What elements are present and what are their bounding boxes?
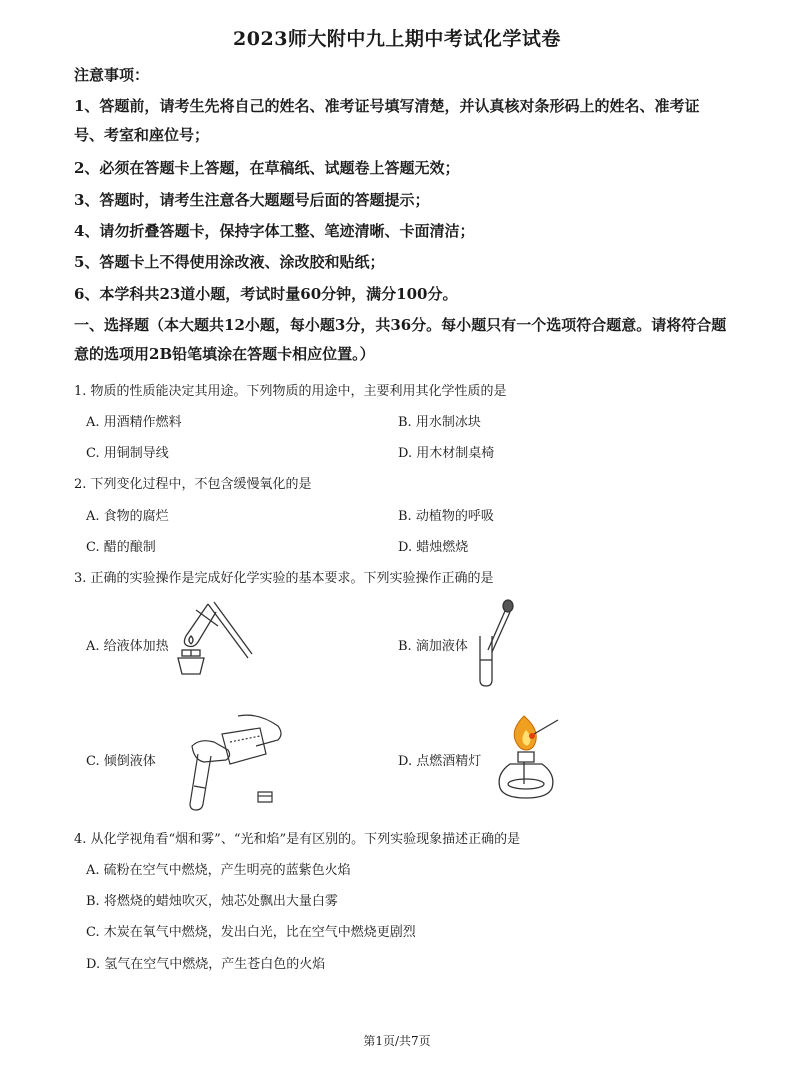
option-d: D. 氢气在空气中燃烧，产生苍白色的火焰 [86, 957, 326, 972]
option-c: C. 醋的酿制 [86, 540, 156, 555]
option-a: A. 硫粉在空气中燃烧，产生明亮的蓝紫色火焰 [86, 863, 351, 878]
option-d: D. 用木材制桌椅 [398, 446, 495, 461]
option-c: C. 倾倒液体 [86, 754, 156, 769]
question-stem: 4. 从化学视角看“烟和雾”、“光和焰”是有区别的。下列实验现象描述正确的是 [74, 832, 521, 847]
option-b: B. 动植物的呼吸 [398, 509, 494, 524]
option-a: A. 给液体加热 [86, 639, 169, 654]
alcohol-lamp-figure [488, 712, 568, 804]
option-b: B. 滴加液体 [398, 639, 468, 654]
option-a: A. 用酒精作燃料 [86, 415, 182, 430]
section-heading: 一、选择题（本大题共12小题，每小题3分，共36分。每小题只有一个选项符合题意。请将符合题意的选项用2B铅笔填涂在答题卡相应位置。） [74, 316, 727, 363]
option-c: C. 木炭在氧气中燃烧，发出白光，比在空气中燃烧更剧烈 [86, 925, 416, 940]
option-d: D. 点燃酒精灯 [398, 754, 482, 769]
option-c: C. 用铜制导线 [86, 446, 169, 461]
question-stem: 1. 物质的性质能决定其用途。下列物质的用途中，主要利用其化学性质的是 [74, 384, 507, 399]
question-stem: 2. 下列变化过程中，不包含缓慢氧化的是 [74, 477, 312, 492]
note-item: 6、本学科共23道小题，考试时量60分钟，满分100分。 [74, 285, 458, 303]
question-stem: 3. 正确的实验操作是完成好化学实验的基本要求。下列实验操作正确的是 [74, 571, 494, 586]
option-d: D. 蜡烛燃烧 [398, 540, 469, 555]
pouring-liquid-figure [176, 712, 286, 812]
dropping-liquid-figure [470, 598, 522, 690]
option-a: A. 食物的腐烂 [86, 509, 169, 524]
page-title: 2023师大附中九上期中考试化学试卷 [233, 28, 561, 50]
heating-liquid-figure [172, 600, 256, 682]
note-item: 4、请勿折叠答题卡，保持字体工整、笔迹清晰、卡面清洁； [74, 222, 475, 240]
note-item: 5、答题卡上不得使用涂改液、涂改胶和贴纸； [74, 253, 385, 271]
note-item: 3、答题时，请考生注意各大题题号后面的答题提示； [74, 191, 430, 209]
page-footer: 第1页/共7页 [363, 1034, 431, 1048]
note-item: 2、必须在答题卡上答题，在草稿纸、试题卷上答题无效； [74, 159, 460, 177]
option-b: B. 将燃烧的蜡烛吹灭，烛芯处飘出大量白雾 [86, 894, 338, 909]
note-item: 1、答题前，请考生先将自己的姓名、准考证号填写清楚，并认真核对条形码上的姓名、准考证号、考室和座位号； [74, 97, 700, 144]
notes-heading: 注意事项： [74, 66, 150, 84]
option-b: B. 用水制冰块 [398, 415, 481, 430]
